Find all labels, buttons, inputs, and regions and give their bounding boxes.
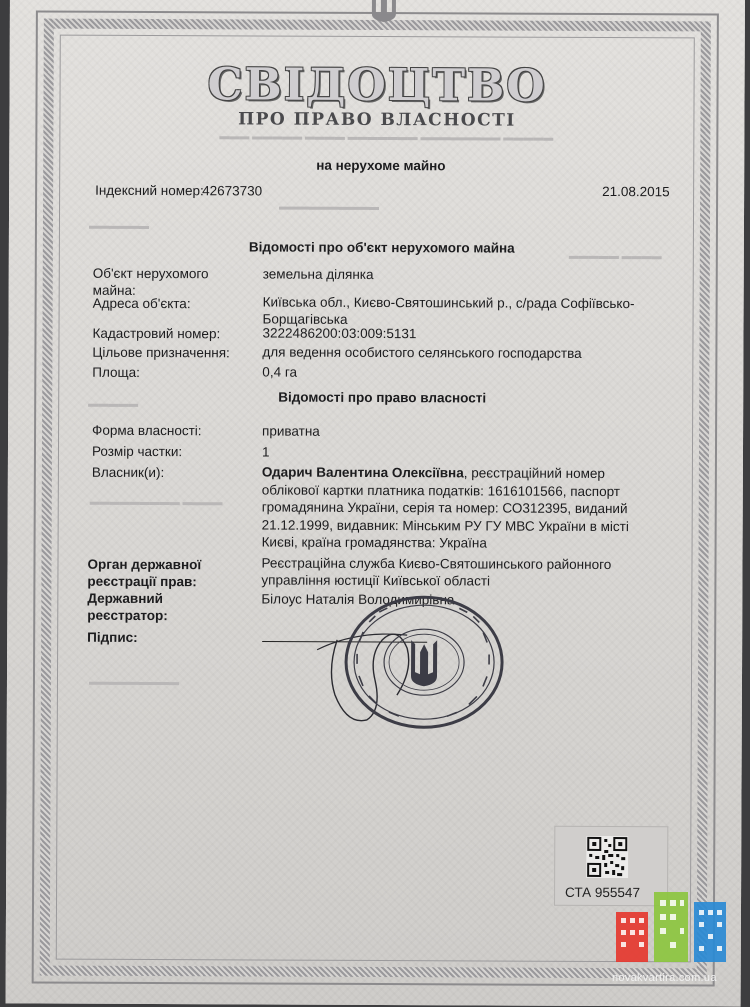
ownership-form-label: Форма власності: xyxy=(92,423,202,440)
novakvartira-logo-icon xyxy=(612,888,730,966)
share-label: Розмір частки: xyxy=(92,444,182,461)
authority-value: Реєстраційна служба Києво-Святошинського районного управління юстиції Київської області xyxy=(261,555,646,590)
document-title: СВІДОЦТВО xyxy=(9,58,744,112)
owner-label: Власник(и): xyxy=(92,465,164,482)
area-value: 0,4 га xyxy=(262,365,297,382)
object-value: земельна ділянка xyxy=(263,267,374,284)
index-number: 42673730 xyxy=(202,183,262,200)
purpose-value: для ведення особистого селянського господарства xyxy=(262,345,581,363)
certificate-paper: СВІДОЦТВО ПРО ПРАВО ВЛАСНОСТІ ▬▬▬ ▬▬▬▬▬ ▬▬▬▬ ▬▬▬▬▬▬▬ ▬▬▬▬▬▬▬▬ ▬▬▬▬▬ ▬▬▬▬▬▬▬▬▬▬ ▬▬▬▬▬▬ ▬▬▬▬▬ ▬▬▬▬ ▬▬▬▬▬ ▬▬▬▬▬▬▬▬▬ ▬▬▬▬ ▬▬▬▬▬▬▬▬▬ на нерухоме майно Індексний номер: 42673730 21.08.2015 Відомості про об'єкт нерухомого майна Об'єкт нерухомого майна: земельна ділянка Адреса об'єкта: Київська обл., Києво-Святошинський р., с/рада Софіївсько-Борщагівська Кадастровий номер: 3222486200:03:009:5131 Цільове призначення: для ведення особистого селянського господарства Площа: 0,4 га Відомості про право власності Форма власності: приватна Розмір частки: 1 Власник(и): Одарич Валентина Олексіївна, реєстраційний номер облікової картки платника податків: 1616101566, паспорт громадянина України, серія та номер: СО312395, виданий 21.12.1999, видавник: Мінським РУ ГУ МВС України в місті Києві, країна громадянства: Україна Орган державної реєстрації прав: Реєстраційна служба Києво-Святошинського районного управління юстиції Київської області Державний реєстратор: Білоус Наталія Володимирівна Підпис: СТА 955547 xyxy=(6,0,745,1007)
address-label: Адреса об'єкта: xyxy=(93,296,191,313)
signature-label: Підпис: xyxy=(87,630,138,647)
owner-name: Одарич Валентина Олексіївна xyxy=(262,465,464,481)
registrar-label: Державний реєстратор: xyxy=(87,591,207,625)
purpose-label: Цільове призначення: xyxy=(92,345,229,362)
qr-code-icon xyxy=(586,836,628,878)
subject-heading: на нерухоме майно xyxy=(316,158,445,175)
share-value: 1 xyxy=(262,445,270,462)
ownership-section-heading: Відомості про право власності xyxy=(278,390,486,407)
issue-date: 21.08.2015 xyxy=(602,184,670,201)
owner-details: , реєстраційний номер облікової картки платника податків: 1616101566, паспорт громадянина України, серія та номер: СО312395, виданий 21.12.1999, видавник: Мінським РУ ГУ МВС України в місті Києві, країна громадянства: Україна xyxy=(262,465,629,550)
watermark-site-url[interactable]: novakvartira.com.ua xyxy=(612,972,717,984)
area-label: Площа: xyxy=(92,365,140,382)
official-seal-stamp xyxy=(339,592,510,733)
form-serial-number: СТА 955547 xyxy=(565,885,640,900)
authority-label: Орган державної реєстрації прав: xyxy=(87,557,247,591)
cadastral-label: Кадастровий номер: xyxy=(92,326,220,343)
ownership-form-value: приватна xyxy=(262,424,320,441)
owner-block xyxy=(262,464,657,553)
document-subtitle: ПРО ПРАВО ВЛАСНОСТІ xyxy=(9,108,744,131)
object-label: Об'єкт нерухомого майна: xyxy=(93,266,253,300)
cadastral-value: 3222486200:03:009:5131 xyxy=(262,326,416,343)
registrar-value: Білоус Наталія Володимирівна xyxy=(261,591,454,608)
index-label: Індексний номер: xyxy=(95,183,204,200)
trident-emblem-icon xyxy=(370,0,398,24)
property-section-heading: Відомості про об'єкт нерухомого майна xyxy=(249,239,515,257)
address-value: Київська обл., Києво-Святошинський р., с/рада Софіївсько-Борщагівська xyxy=(263,295,653,330)
